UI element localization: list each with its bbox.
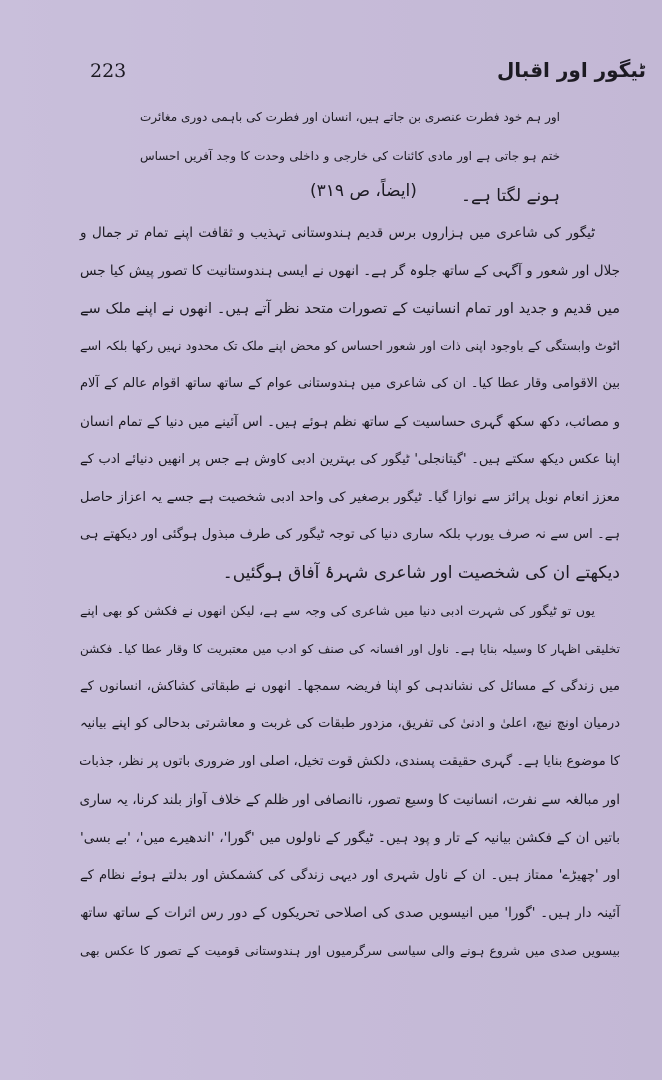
paragraph-line: اٹوٹ وابستگی کے باوجود اپنی ذات اور شعور احساس کو محض اپنے ملک تک محدود نہیں رکھا بلکہ اسے: [80, 338, 620, 354]
quote-citation: (ایضاً، ص ۳۱۹): [310, 181, 417, 201]
quote-line: ختم ہو جاتی ہے اور مادی کائنات کی خارجی و داخلی وحدت کا وجد آفریں احساس: [140, 149, 560, 163]
paragraph-line: بیسویں صدی میں شروع ہونے والی سیاسی سرگرمیوں اور ہندوستانی قومیت کے تصور کا عکس بھی: [80, 943, 620, 959]
paragraph-line: بین الاقوامی وقار عطا کیا۔ ان کی شاعری میں ہندوستانی عوام کے ساتھ ساتھ اقوام عالم کے آلام: [80, 376, 620, 392]
paragraph-line: جلال اور شعور و آگہی کے ساتھ جلوہ گر ہے۔ انھوں نے ایسی ہندوستانیت کا تصور پیش کیا جس: [80, 262, 620, 279]
paragraph-line: کا موضوع بنایا ہے۔ گہری حقیقت پسندی، دلکش قوت تخیل، اصلی اور ضروری باتوں پر نظر، جذبات: [79, 754, 620, 770]
paragraph-line: باتیں ان کے فکشن بیانیہ کے تار و پود ہیں۔ ٹیگور کے ناولوں میں 'گورا'، 'اندھیرے میں'، 'بے بسی': [80, 829, 620, 846]
paragraph-line: دیکھتے ان کی شخصیت اور شاعری شہرۂ آفاق ہوگئیں۔: [222, 563, 620, 584]
paragraph-line: میں زندگی کے مسائل کی نشاندہی کو اپنا فریضہ سمجھا۔ انھوں نے طبقاتی کشاکش، انسانوں کے: [80, 678, 620, 694]
paragraph-line: تخلیقی اظہار کا وسیلہ بنایا ہے۔ ناول اور افسانہ کی صنف کو ادب میں معتبریت کا وقار عطا کیا۔ فکشن: [80, 641, 620, 656]
paragraph-line: یوں تو ٹیگور کی شہرت ادبی دنیا میں شاعری کی وجہ سے ہے، لیکن انھوں نے فکشن کو بھی اپنے: [80, 603, 595, 618]
paragraph-line: و مصائب، دکھ سکھ گہری حساسیت کے ساتھ نظم ہوئے ہیں۔ اس آئینے میں دنیا کے تمام انسان: [80, 414, 620, 430]
page-number: 223: [90, 60, 127, 82]
paragraph-line: ہے۔ اس سے نہ صرف یورپ بلکہ ساری دنیا کی توجہ ٹیگور کی طرف مبذول ہوگئی اور دیکھتے ہی: [80, 527, 620, 543]
paragraph-line: اور 'چھیڑے' ممتاز ہیں۔ ان کے ناول شہری اور دیہی زندگی کی کشمکش اور بدلتے ہوئے نظام کے: [80, 867, 620, 883]
running-title: ٹیگور اور اقبال: [496, 58, 646, 82]
paragraph-line: ٹیگور کی شاعری میں ہزاروں برس قدیم ہندوستانی تہذیب و ثقافت اپنے تمام تر جمال و: [80, 225, 595, 241]
paragraph-line: معزز انعام نوبل پرائز سے نوازا گیا۔ ٹیگور برصغیر کی واحد ادبی شخصیت ہے جسے یہ اعزاز حاصل: [80, 489, 620, 505]
quote-line: اور ہم خود فطرت عنصری بن جاتے ہیں، انسان اور فطرت کی باہمی دوری مغائرت: [140, 110, 560, 124]
quote-line: ہونے لگتا ہے۔: [460, 186, 560, 206]
paragraph-line: میں قدیم و جدید اور تمام انسانیت کے تصورات متحد نظر آتے ہیں۔ انھوں نے اپنے ملک سے: [80, 300, 620, 317]
paragraph-line: اور مبالغہ سے نفرت، انسانیت کا وسیع تصور، ناانصافی اور ظلم کے خلاف آواز بلند کرنا، یہ ساری: [79, 792, 620, 808]
paragraph-line: درمیان اونچ نیچ، اعلیٰ و ادنیٰ کی تفریق، مزدور طبقات کی غربت و معاشرتی بدحالی کو اپنے بیانیہ: [80, 716, 620, 732]
paragraph-line: اپنا عکس دیکھ سکتے ہیں۔ 'گیتانجلی' ٹیگور کی بہترین ادبی کاوش ہے جس پر انھیں دنیائے ادب کے: [80, 451, 620, 467]
paragraph-line: آئینہ دار ہیں۔ 'گورا' میں انیسویں صدی کی اصلاحی تحریکوں کے دور رس اثرات کے ساتھ ساتھ: [80, 905, 620, 922]
